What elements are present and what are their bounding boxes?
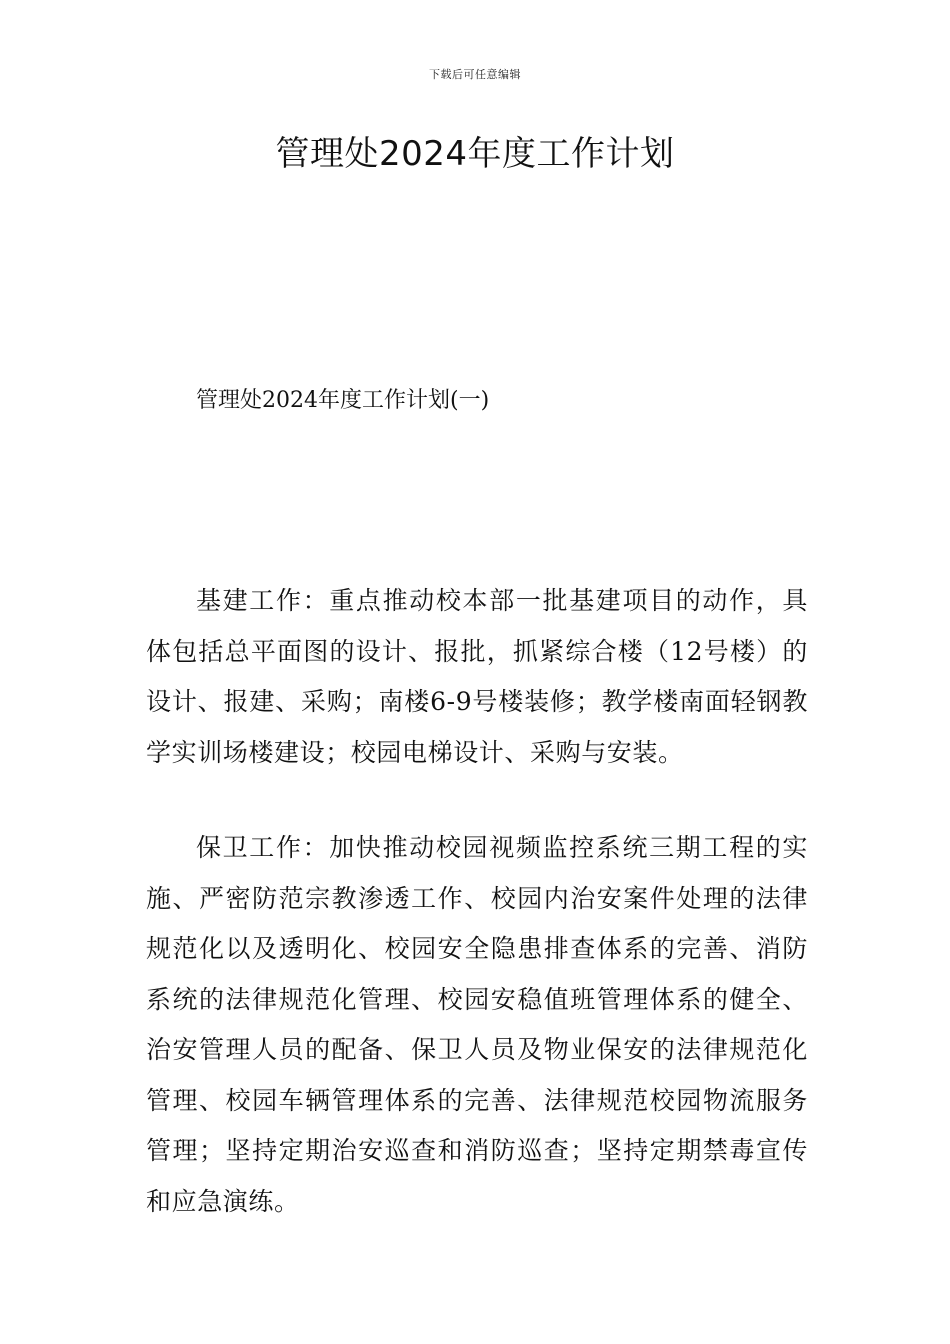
paragraph-security: 保卫工作：加快推动校园视频监控系统三期工程的实施、严密防范宗教渗透工作、校园内治安案件处理的法律规范化以及透明化、校园安全隐患排查体系的完善、消防系统的法律规范化管理、校园安稳值班管理体系的健全、治安管理人员的配备、保卫人员及物业保安的法律规范化管理、校园车辆管理体系的完善、法律规范校园物流服务管理；坚持定期治安巡查和消防巡查；坚持定期禁毒宣传和应急演练。 — [146, 833, 808, 1216]
header-note: 下载后可任意编辑 — [429, 68, 521, 81]
paragraph-construction: 基建工作：重点推动校本部一批基建项目的动作，具体包括总平面图的设计、报批，抓紧综合楼（12号楼）的设计、报建、采购；南楼6-9号楼装修；教学楼南面轻钢教学实训场楼建设；校园电梯设计、采购与安装。 — [146, 586, 808, 767]
document-title: 管理处2024年度工作计划 — [275, 134, 675, 174]
document-subtitle: 管理处2024年度工作计划(一) — [196, 388, 490, 413]
